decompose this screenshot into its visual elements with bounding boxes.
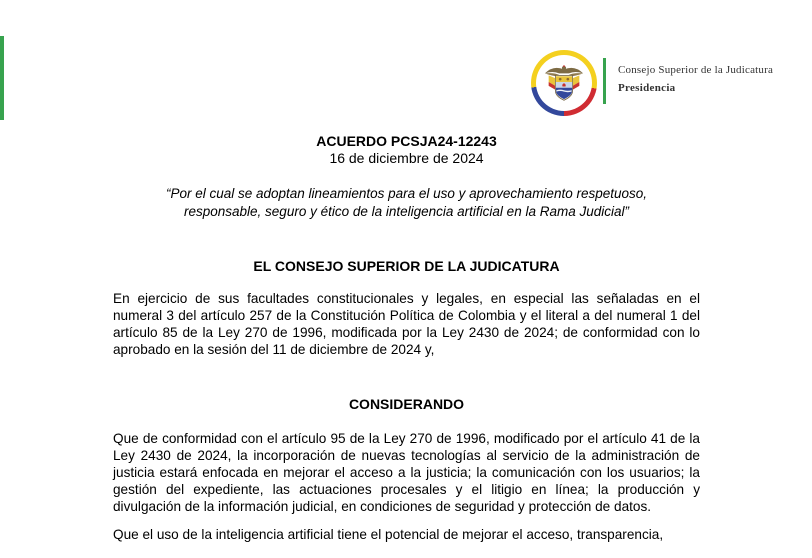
org-name: Consejo Superior de la Judicatura [618, 64, 774, 76]
issuer-heading: EL CONSEJO SUPERIOR DE LA JUDICATURA [253, 258, 560, 274]
preamble-paragraph: En ejercicio de sus facultades constitucionales y legales, en especial las señaladas en el numeral 3 del artículo 257 de la Constitución Política de Colombia y el literal a del numeral 1 del artículo 85 de la Ley 270 de 1996, modificada por la Ley 2430 de 2024; de conformidad con lo aprobado en la sesión del 11 de diciembre de 2024 y, [113, 291, 700, 357]
acuerdo-title: ACUERDO PCSJA24-12243 [316, 133, 497, 149]
acuerdo-subject-quote: “Por el cual se adoptan lineamientos para el uso y aprovechamiento respetuoso, responsable, seguro y ético de la inteligencia artificial en la Rama Judicial” [165, 186, 648, 219]
considerando-paragraph-2: Que el uso de la inteligencia artificial tiene el potencial de mejorar el acceso, transparencia, [113, 527, 664, 542]
coat-of-arms-icon [536, 55, 592, 111]
colombia-coat-of-arms-logo [531, 50, 597, 116]
acuerdo-date: 16 de diciembre de 2024 [329, 150, 484, 166]
considerando-heading: CONSIDERANDO [348, 396, 465, 412]
header-org-block [618, 63, 773, 96]
org-unit: Presidencia [618, 82, 676, 94]
document-content [113, 133, 700, 543]
header-divider-line [603, 58, 606, 104]
green-accent-bar [0, 36, 4, 120]
considerando-paragraph-1: Que de conformidad con el artículo 95 de la Ley 270 de 1996, modificado por el artículo 41 de la Ley 2430 de 2024, la incorporación de nuevas tecnologías al servicio de la administración de justicia estará enfocada en mejorar el acceso a la justicia; la comunicación con los usuarios; la gestión del expediente, las actuaciones procesales y el litigio en línea; la producción y divulgación de la información judicial, en condiciones de seguridad y protección de datos. [113, 431, 700, 514]
